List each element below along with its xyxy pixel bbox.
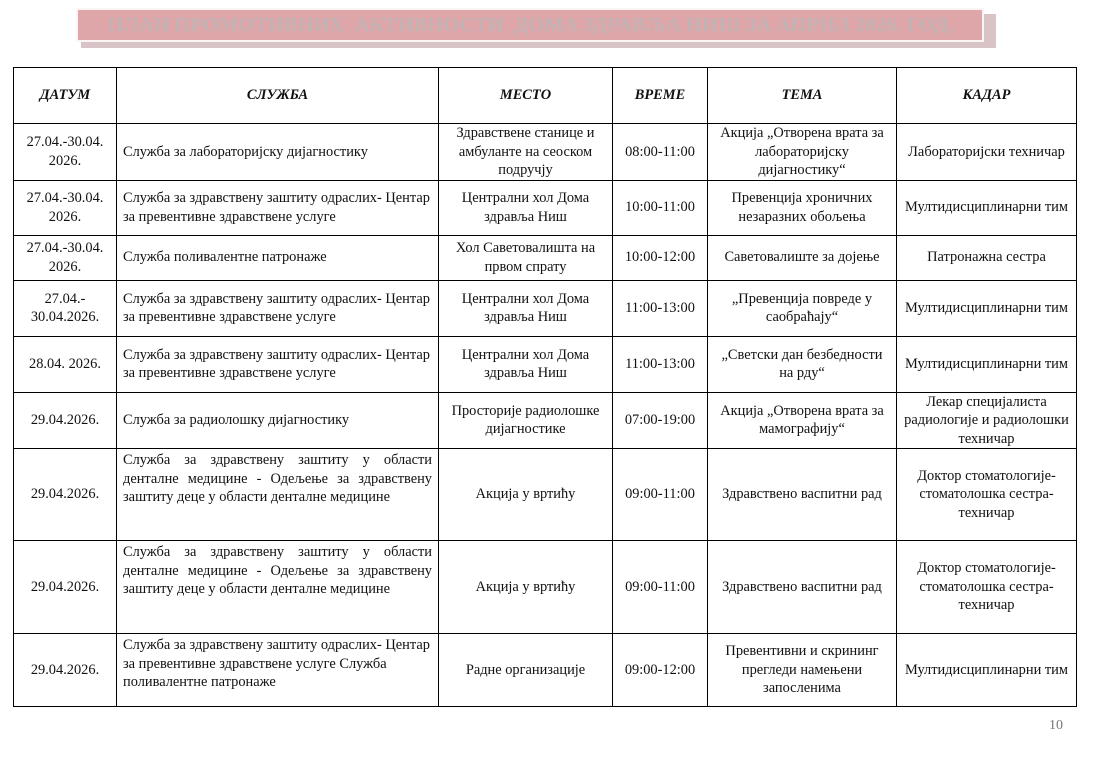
table-row xyxy=(14,235,1077,280)
cell-datum: 27.04.-30.04. 2026. xyxy=(14,235,117,280)
table-row xyxy=(14,392,1077,449)
cell-tema: Превенција хроничних незаразних обољења xyxy=(708,180,897,235)
cell-datum: 27.04.- 30.04.2026. xyxy=(14,280,117,336)
column-header-kadar: КАДАР xyxy=(897,68,1077,124)
cell-vreme: 10:00-12:00 xyxy=(613,235,708,280)
cell-sluzba: Служба за радиолошку дијагностику xyxy=(117,392,439,449)
cell-sluzba: Служба за здравствену заштиту у области денталне медицине - Одељење за здравствену заштиту деце у области денталне медицине xyxy=(117,449,439,541)
title-banner xyxy=(76,8,984,42)
cell-kadar: Доктор стоматологије- стоматолошка сестра- техничар xyxy=(897,449,1077,541)
cell-tema: Превентивни и скрининг прегледи намењени запосленима xyxy=(708,634,897,707)
cell-kadar: Лабораторијски техничар xyxy=(897,124,1077,181)
cell-datum: 29.04.2026. xyxy=(14,449,117,541)
cell-mesto: Централни хол Дома здравља Ниш xyxy=(439,336,613,392)
cell-tema: Здравствено васпитни рад xyxy=(708,541,897,634)
table-row xyxy=(14,336,1077,392)
cell-tema: „Светски дан безбедности на рду“ xyxy=(708,336,897,392)
cell-mesto: Централни хол Дома здравља Ниш xyxy=(439,180,613,235)
cell-vreme: 11:00-13:00 xyxy=(613,280,708,336)
cell-datum: 29.04.2026. xyxy=(14,634,117,707)
table-row xyxy=(14,124,1077,181)
page-number: 10 xyxy=(1049,718,1063,733)
cell-sluzba: Служба за здравствену заштиту одраслих- Центар за превентивне здравствене услуге xyxy=(117,280,439,336)
table-row xyxy=(14,180,1077,235)
table-row xyxy=(14,541,1077,634)
activity-plan-table xyxy=(13,67,1077,707)
cell-datum: 27.04.-30.04. 2026. xyxy=(14,124,117,181)
cell-datum: 27.04.-30.04. 2026. xyxy=(14,180,117,235)
cell-tema: Здравствено васпитни рад xyxy=(708,449,897,541)
cell-vreme: 09:00-12:00 xyxy=(613,634,708,707)
table-row xyxy=(14,449,1077,541)
cell-vreme: 10:00-11:00 xyxy=(613,180,708,235)
cell-mesto: Централни хол Дома здравља Ниш xyxy=(439,280,613,336)
cell-mesto: Акција у вртићу xyxy=(439,449,613,541)
cell-datum: 28.04. 2026. xyxy=(14,336,117,392)
cell-vreme: 07:00-19:00 xyxy=(613,392,708,449)
cell-sluzba: Служба поливалентне патронаже xyxy=(117,235,439,280)
column-header-tema: ТЕМА xyxy=(708,68,897,124)
cell-kadar: Мултидисциплинарни тим xyxy=(897,634,1077,707)
table-row xyxy=(14,280,1077,336)
cell-vreme: 08:00-11:00 xyxy=(613,124,708,181)
column-header-vreme: ВРЕМЕ xyxy=(613,68,708,124)
cell-datum: 29.04.2026. xyxy=(14,392,117,449)
cell-tema: Акција „Отворена врата за мамографију“ xyxy=(708,392,897,449)
cell-datum: 29.04.2026. xyxy=(14,541,117,634)
column-header-mesto: МЕСТО xyxy=(439,68,613,124)
cell-sluzba: Служба за здравствену заштиту одраслих- Центар за превентивне здравствене услуге Служба поливалентне патронаже xyxy=(117,634,439,707)
cell-kadar: Патронажна сестра xyxy=(897,235,1077,280)
table-header-row xyxy=(14,68,1077,124)
cell-mesto: Акција у вртићу xyxy=(439,541,613,634)
column-header-datum: ДАТУМ xyxy=(14,68,117,124)
cell-tema: „Превенција повреде у саобраћају“ xyxy=(708,280,897,336)
cell-vreme: 09:00-11:00 xyxy=(613,541,708,634)
table-row xyxy=(14,634,1077,707)
cell-vreme: 09:00-11:00 xyxy=(613,449,708,541)
cell-mesto: Здравствене станице и амбуланте на сеоском подручју xyxy=(439,124,613,181)
cell-tema: Саветовалиште за дојење xyxy=(708,235,897,280)
cell-sluzba: Служба за здравствену заштиту у области денталне медицине - Одељење за здравствену заштиту деце у области денталне медицине xyxy=(117,541,439,634)
cell-vreme: 11:00-13:00 xyxy=(613,336,708,392)
cell-sluzba: Служба за здравствену заштиту одраслих- Центар за превентивне здравствене услуге xyxy=(117,180,439,235)
cell-mesto: Хол Саветовалишта на првом спрату xyxy=(439,235,613,280)
page-title: ПЛАН ПРОМОТИВНИХ АКТИВНОСТИ ДОМА ЗДРАВЉА НИШ ЗА АПРИЛ 2026. ГОД. xyxy=(107,13,953,36)
cell-kadar: Лекар специјалиста радиологије и радиолошки техничар xyxy=(897,392,1077,449)
cell-tema: Акција „Отворена врата за лабораторијску дијагностику“ xyxy=(708,124,897,181)
cell-kadar: Мултидисциплинарни тим xyxy=(897,280,1077,336)
cell-mesto: Радне организације xyxy=(439,634,613,707)
cell-kadar: Мултидисциплинарни тим xyxy=(897,336,1077,392)
cell-sluzba: Служба за лабораторијску дијагностику xyxy=(117,124,439,181)
cell-kadar: Мултидисциплинарни тим xyxy=(897,180,1077,235)
cell-sluzba: Служба за здравствену заштиту одраслих- Центар за превентивне здравствене услуге xyxy=(117,336,439,392)
cell-mesto: Просторије радиолошке дијагностике xyxy=(439,392,613,449)
cell-kadar: Доктор стоматологије- стоматолошка сестра- техничар xyxy=(897,541,1077,634)
column-header-sluzba: СЛУЖБА xyxy=(117,68,439,124)
